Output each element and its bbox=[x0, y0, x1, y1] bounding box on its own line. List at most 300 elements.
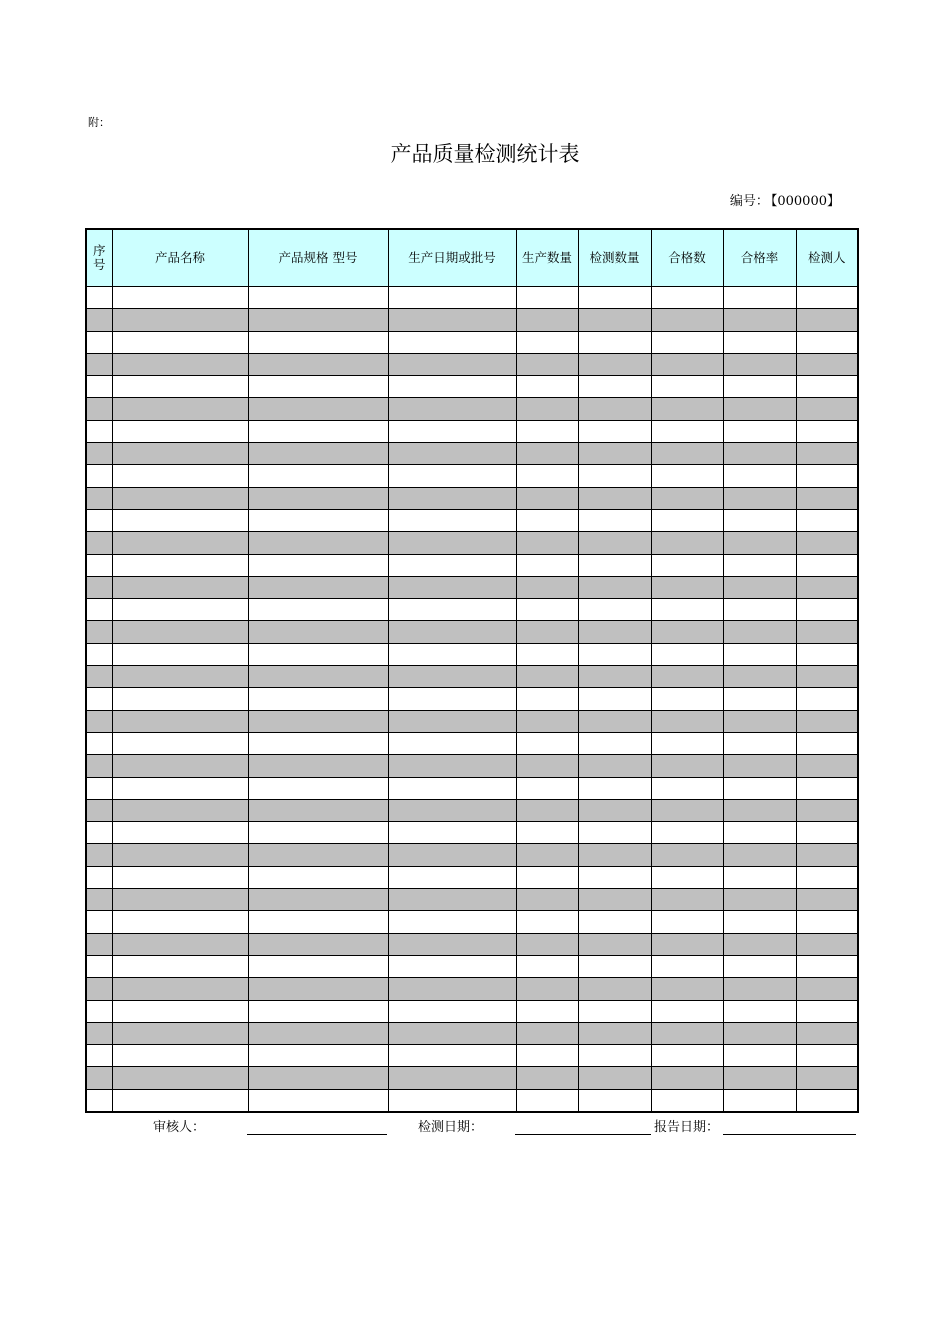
table-cell[interactable] bbox=[516, 911, 578, 933]
table-cell[interactable] bbox=[516, 1045, 578, 1067]
table-cell[interactable] bbox=[516, 889, 578, 911]
table-cell[interactable] bbox=[723, 666, 796, 688]
table-cell[interactable] bbox=[86, 487, 112, 509]
table-cell[interactable] bbox=[516, 420, 578, 442]
table-cell[interactable] bbox=[578, 331, 651, 353]
table-cell[interactable] bbox=[112, 576, 248, 598]
table-cell[interactable] bbox=[723, 911, 796, 933]
table-cell[interactable] bbox=[388, 576, 516, 598]
table-cell[interactable] bbox=[248, 1000, 388, 1022]
table-cell[interactable] bbox=[112, 420, 248, 442]
table-cell[interactable] bbox=[651, 420, 723, 442]
table-cell[interactable] bbox=[516, 1067, 578, 1089]
table-cell[interactable] bbox=[112, 688, 248, 710]
table-cell[interactable] bbox=[796, 576, 858, 598]
table-cell[interactable] bbox=[516, 554, 578, 576]
table-cell[interactable] bbox=[796, 688, 858, 710]
table-cell[interactable] bbox=[516, 866, 578, 888]
table-cell[interactable] bbox=[651, 777, 723, 799]
table-cell[interactable] bbox=[578, 420, 651, 442]
table-cell[interactable] bbox=[723, 844, 796, 866]
table-cell[interactable] bbox=[112, 643, 248, 665]
table-cell[interactable] bbox=[723, 978, 796, 1000]
table-cell[interactable] bbox=[796, 933, 858, 955]
table-cell[interactable] bbox=[796, 1000, 858, 1022]
table-cell[interactable] bbox=[388, 509, 516, 531]
table-cell[interactable] bbox=[516, 599, 578, 621]
table-cell[interactable] bbox=[112, 666, 248, 688]
table-cell[interactable] bbox=[723, 443, 796, 465]
table-cell[interactable] bbox=[578, 1000, 651, 1022]
table-cell[interactable] bbox=[723, 1022, 796, 1044]
table-cell[interactable] bbox=[248, 933, 388, 955]
table-cell[interactable] bbox=[248, 353, 388, 375]
table-cell[interactable] bbox=[651, 955, 723, 977]
table-cell[interactable] bbox=[578, 755, 651, 777]
table-cell[interactable] bbox=[796, 822, 858, 844]
table-cell[interactable] bbox=[388, 1000, 516, 1022]
table-cell[interactable] bbox=[112, 554, 248, 576]
table-cell[interactable] bbox=[516, 978, 578, 1000]
table-cell[interactable] bbox=[86, 1045, 112, 1067]
table-cell[interactable] bbox=[651, 732, 723, 754]
table-cell[interactable] bbox=[86, 353, 112, 375]
table-cell[interactable] bbox=[516, 287, 578, 309]
table-cell[interactable] bbox=[578, 576, 651, 598]
table-cell[interactable] bbox=[86, 599, 112, 621]
table-cell[interactable] bbox=[112, 532, 248, 554]
table-cell[interactable] bbox=[86, 554, 112, 576]
table-cell[interactable] bbox=[578, 1089, 651, 1112]
table-cell[interactable] bbox=[723, 1045, 796, 1067]
table-cell[interactable] bbox=[248, 955, 388, 977]
table-cell[interactable] bbox=[723, 866, 796, 888]
table-cell[interactable] bbox=[651, 866, 723, 888]
test-date-line[interactable] bbox=[515, 1134, 651, 1135]
table-cell[interactable] bbox=[248, 398, 388, 420]
table-cell[interactable] bbox=[248, 866, 388, 888]
table-cell[interactable] bbox=[86, 933, 112, 955]
table-cell[interactable] bbox=[516, 376, 578, 398]
table-cell[interactable] bbox=[86, 1067, 112, 1089]
table-cell[interactable] bbox=[248, 688, 388, 710]
table-cell[interactable] bbox=[723, 398, 796, 420]
table-cell[interactable] bbox=[516, 443, 578, 465]
table-cell[interactable] bbox=[651, 844, 723, 866]
table-cell[interactable] bbox=[651, 309, 723, 331]
table-cell[interactable] bbox=[578, 933, 651, 955]
table-cell[interactable] bbox=[86, 309, 112, 331]
table-cell[interactable] bbox=[388, 978, 516, 1000]
table-cell[interactable] bbox=[86, 621, 112, 643]
table-cell[interactable] bbox=[578, 487, 651, 509]
table-cell[interactable] bbox=[651, 978, 723, 1000]
table-cell[interactable] bbox=[796, 911, 858, 933]
table-cell[interactable] bbox=[112, 1089, 248, 1112]
table-cell[interactable] bbox=[388, 777, 516, 799]
table-cell[interactable] bbox=[112, 710, 248, 732]
table-cell[interactable] bbox=[651, 532, 723, 554]
table-cell[interactable] bbox=[796, 398, 858, 420]
table-cell[interactable] bbox=[796, 1045, 858, 1067]
table-cell[interactable] bbox=[86, 978, 112, 1000]
table-cell[interactable] bbox=[388, 1022, 516, 1044]
table-cell[interactable] bbox=[723, 755, 796, 777]
table-cell[interactable] bbox=[516, 353, 578, 375]
table-cell[interactable] bbox=[578, 688, 651, 710]
table-cell[interactable] bbox=[388, 554, 516, 576]
table-cell[interactable] bbox=[723, 376, 796, 398]
table-cell[interactable] bbox=[516, 1089, 578, 1112]
table-cell[interactable] bbox=[651, 576, 723, 598]
table-cell[interactable] bbox=[86, 911, 112, 933]
table-cell[interactable] bbox=[86, 755, 112, 777]
reviewer-line[interactable] bbox=[247, 1134, 387, 1135]
table-cell[interactable] bbox=[388, 911, 516, 933]
table-cell[interactable] bbox=[248, 532, 388, 554]
table-cell[interactable] bbox=[651, 599, 723, 621]
table-cell[interactable] bbox=[112, 822, 248, 844]
table-cell[interactable] bbox=[86, 1089, 112, 1112]
table-cell[interactable] bbox=[796, 755, 858, 777]
table-cell[interactable] bbox=[578, 1067, 651, 1089]
table-cell[interactable] bbox=[248, 465, 388, 487]
table-cell[interactable] bbox=[86, 1000, 112, 1022]
table-cell[interactable] bbox=[86, 666, 112, 688]
table-cell[interactable] bbox=[723, 1067, 796, 1089]
table-cell[interactable] bbox=[86, 1022, 112, 1044]
table-cell[interactable] bbox=[248, 576, 388, 598]
table-cell[interactable] bbox=[796, 710, 858, 732]
table-cell[interactable] bbox=[516, 732, 578, 754]
table-cell[interactable] bbox=[112, 933, 248, 955]
table-cell[interactable] bbox=[112, 287, 248, 309]
table-cell[interactable] bbox=[578, 844, 651, 866]
table-cell[interactable] bbox=[796, 889, 858, 911]
table-cell[interactable] bbox=[723, 889, 796, 911]
table-cell[interactable] bbox=[112, 889, 248, 911]
table-cell[interactable] bbox=[112, 978, 248, 1000]
table-cell[interactable] bbox=[86, 822, 112, 844]
table-cell[interactable] bbox=[86, 710, 112, 732]
table-cell[interactable] bbox=[651, 398, 723, 420]
table-cell[interactable] bbox=[388, 420, 516, 442]
table-cell[interactable] bbox=[112, 732, 248, 754]
table-cell[interactable] bbox=[578, 866, 651, 888]
table-cell[interactable] bbox=[248, 666, 388, 688]
table-cell[interactable] bbox=[248, 443, 388, 465]
table-cell[interactable] bbox=[86, 643, 112, 665]
table-cell[interactable] bbox=[112, 465, 248, 487]
table-cell[interactable] bbox=[516, 1022, 578, 1044]
table-cell[interactable] bbox=[516, 822, 578, 844]
table-cell[interactable] bbox=[578, 978, 651, 1000]
table-cell[interactable] bbox=[723, 487, 796, 509]
table-cell[interactable] bbox=[516, 621, 578, 643]
table-cell[interactable] bbox=[651, 376, 723, 398]
table-cell[interactable] bbox=[112, 331, 248, 353]
table-cell[interactable] bbox=[723, 822, 796, 844]
table-cell[interactable] bbox=[86, 420, 112, 442]
table-cell[interactable] bbox=[723, 331, 796, 353]
table-cell[interactable] bbox=[112, 599, 248, 621]
table-cell[interactable] bbox=[578, 822, 651, 844]
table-cell[interactable] bbox=[723, 287, 796, 309]
table-cell[interactable] bbox=[651, 509, 723, 531]
table-cell[interactable] bbox=[578, 732, 651, 754]
table-cell[interactable] bbox=[723, 420, 796, 442]
table-cell[interactable] bbox=[248, 599, 388, 621]
table-cell[interactable] bbox=[86, 688, 112, 710]
table-cell[interactable] bbox=[578, 777, 651, 799]
table-cell[interactable] bbox=[578, 911, 651, 933]
table-cell[interactable] bbox=[112, 1000, 248, 1022]
table-cell[interactable] bbox=[578, 287, 651, 309]
table-cell[interactable] bbox=[796, 287, 858, 309]
table-cell[interactable] bbox=[723, 688, 796, 710]
table-cell[interactable] bbox=[112, 911, 248, 933]
table-cell[interactable] bbox=[388, 487, 516, 509]
table-cell[interactable] bbox=[86, 799, 112, 821]
table-cell[interactable] bbox=[723, 599, 796, 621]
table-cell[interactable] bbox=[796, 844, 858, 866]
table-cell[interactable] bbox=[248, 420, 388, 442]
table-cell[interactable] bbox=[578, 889, 651, 911]
table-cell[interactable] bbox=[651, 1067, 723, 1089]
table-cell[interactable] bbox=[796, 465, 858, 487]
table-cell[interactable] bbox=[248, 911, 388, 933]
table-cell[interactable] bbox=[388, 688, 516, 710]
table-cell[interactable] bbox=[723, 353, 796, 375]
table-cell[interactable] bbox=[112, 487, 248, 509]
table-cell[interactable] bbox=[516, 666, 578, 688]
table-cell[interactable] bbox=[86, 844, 112, 866]
table-cell[interactable] bbox=[516, 532, 578, 554]
table-cell[interactable] bbox=[86, 465, 112, 487]
table-cell[interactable] bbox=[388, 643, 516, 665]
table-cell[interactable] bbox=[651, 933, 723, 955]
table-cell[interactable] bbox=[796, 420, 858, 442]
table-cell[interactable] bbox=[796, 866, 858, 888]
table-cell[interactable] bbox=[723, 576, 796, 598]
table-cell[interactable] bbox=[112, 353, 248, 375]
table-cell[interactable] bbox=[248, 777, 388, 799]
table-cell[interactable] bbox=[723, 643, 796, 665]
table-cell[interactable] bbox=[796, 666, 858, 688]
table-cell[interactable] bbox=[388, 955, 516, 977]
table-cell[interactable] bbox=[796, 955, 858, 977]
table-cell[interactable] bbox=[248, 621, 388, 643]
table-cell[interactable] bbox=[578, 532, 651, 554]
table-cell[interactable] bbox=[248, 1022, 388, 1044]
table-cell[interactable] bbox=[651, 1089, 723, 1112]
table-cell[interactable] bbox=[578, 353, 651, 375]
table-cell[interactable] bbox=[723, 933, 796, 955]
table-cell[interactable] bbox=[578, 621, 651, 643]
table-cell[interactable] bbox=[578, 643, 651, 665]
table-cell[interactable] bbox=[86, 732, 112, 754]
table-cell[interactable] bbox=[516, 643, 578, 665]
table-cell[interactable] bbox=[388, 666, 516, 688]
table-cell[interactable] bbox=[723, 732, 796, 754]
table-cell[interactable] bbox=[388, 755, 516, 777]
table-cell[interactable] bbox=[112, 376, 248, 398]
table-cell[interactable] bbox=[796, 599, 858, 621]
table-cell[interactable] bbox=[723, 1089, 796, 1112]
table-cell[interactable] bbox=[516, 309, 578, 331]
table-cell[interactable] bbox=[112, 398, 248, 420]
table-cell[interactable] bbox=[723, 509, 796, 531]
table-cell[interactable] bbox=[723, 799, 796, 821]
table-cell[interactable] bbox=[796, 799, 858, 821]
table-cell[interactable] bbox=[86, 287, 112, 309]
table-cell[interactable] bbox=[516, 710, 578, 732]
table-cell[interactable] bbox=[796, 1022, 858, 1044]
table-cell[interactable] bbox=[112, 1022, 248, 1044]
table-cell[interactable] bbox=[86, 532, 112, 554]
table-cell[interactable] bbox=[516, 955, 578, 977]
table-cell[interactable] bbox=[651, 799, 723, 821]
table-cell[interactable] bbox=[388, 889, 516, 911]
table-cell[interactable] bbox=[248, 1045, 388, 1067]
table-cell[interactable] bbox=[516, 755, 578, 777]
table-cell[interactable] bbox=[723, 777, 796, 799]
table-cell[interactable] bbox=[112, 777, 248, 799]
table-cell[interactable] bbox=[651, 443, 723, 465]
table-cell[interactable] bbox=[796, 777, 858, 799]
table-cell[interactable] bbox=[651, 889, 723, 911]
table-cell[interactable] bbox=[578, 554, 651, 576]
table-cell[interactable] bbox=[248, 822, 388, 844]
table-cell[interactable] bbox=[248, 1089, 388, 1112]
table-cell[interactable] bbox=[86, 331, 112, 353]
table-cell[interactable] bbox=[578, 1045, 651, 1067]
table-cell[interactable] bbox=[651, 710, 723, 732]
table-cell[interactable] bbox=[651, 287, 723, 309]
table-cell[interactable] bbox=[86, 866, 112, 888]
table-cell[interactable] bbox=[723, 554, 796, 576]
table-cell[interactable] bbox=[578, 465, 651, 487]
table-cell[interactable] bbox=[388, 732, 516, 754]
table-cell[interactable] bbox=[516, 398, 578, 420]
table-cell[interactable] bbox=[796, 353, 858, 375]
table-cell[interactable] bbox=[248, 755, 388, 777]
table-cell[interactable] bbox=[112, 621, 248, 643]
table-cell[interactable] bbox=[796, 554, 858, 576]
table-cell[interactable] bbox=[796, 331, 858, 353]
table-cell[interactable] bbox=[578, 955, 651, 977]
table-cell[interactable] bbox=[723, 621, 796, 643]
table-cell[interactable] bbox=[651, 911, 723, 933]
report-date-line[interactable] bbox=[723, 1134, 856, 1135]
table-cell[interactable] bbox=[578, 509, 651, 531]
table-cell[interactable] bbox=[578, 1022, 651, 1044]
table-cell[interactable] bbox=[578, 599, 651, 621]
table-cell[interactable] bbox=[796, 376, 858, 398]
table-cell[interactable] bbox=[516, 933, 578, 955]
table-cell[interactable] bbox=[86, 509, 112, 531]
table-cell[interactable] bbox=[796, 621, 858, 643]
table-cell[interactable] bbox=[388, 822, 516, 844]
table-cell[interactable] bbox=[248, 331, 388, 353]
table-cell[interactable] bbox=[86, 398, 112, 420]
table-cell[interactable] bbox=[723, 710, 796, 732]
table-cell[interactable] bbox=[796, 1067, 858, 1089]
table-cell[interactable] bbox=[388, 1045, 516, 1067]
table-cell[interactable] bbox=[516, 509, 578, 531]
table-cell[interactable] bbox=[388, 799, 516, 821]
table-cell[interactable] bbox=[578, 666, 651, 688]
table-cell[interactable] bbox=[578, 309, 651, 331]
table-cell[interactable] bbox=[248, 287, 388, 309]
table-cell[interactable] bbox=[388, 353, 516, 375]
table-cell[interactable] bbox=[388, 710, 516, 732]
table-cell[interactable] bbox=[388, 844, 516, 866]
table-cell[interactable] bbox=[248, 376, 388, 398]
table-cell[interactable] bbox=[578, 376, 651, 398]
table-cell[interactable] bbox=[796, 509, 858, 531]
table-cell[interactable] bbox=[388, 465, 516, 487]
table-cell[interactable] bbox=[651, 554, 723, 576]
table-cell[interactable] bbox=[248, 1067, 388, 1089]
table-cell[interactable] bbox=[516, 844, 578, 866]
table-cell[interactable] bbox=[388, 443, 516, 465]
table-cell[interactable] bbox=[248, 889, 388, 911]
table-cell[interactable] bbox=[388, 1067, 516, 1089]
table-cell[interactable] bbox=[651, 331, 723, 353]
table-cell[interactable] bbox=[516, 1000, 578, 1022]
table-cell[interactable] bbox=[723, 532, 796, 554]
table-cell[interactable] bbox=[651, 487, 723, 509]
table-cell[interactable] bbox=[651, 353, 723, 375]
table-cell[interactable] bbox=[651, 1000, 723, 1022]
table-cell[interactable] bbox=[248, 732, 388, 754]
table-cell[interactable] bbox=[651, 755, 723, 777]
table-cell[interactable] bbox=[388, 398, 516, 420]
table-cell[interactable] bbox=[516, 576, 578, 598]
table-cell[interactable] bbox=[651, 688, 723, 710]
table-cell[interactable] bbox=[723, 1000, 796, 1022]
table-cell[interactable] bbox=[796, 1089, 858, 1112]
table-cell[interactable] bbox=[86, 576, 112, 598]
table-cell[interactable] bbox=[248, 799, 388, 821]
table-cell[interactable] bbox=[112, 866, 248, 888]
table-cell[interactable] bbox=[388, 599, 516, 621]
table-cell[interactable] bbox=[516, 688, 578, 710]
table-cell[interactable] bbox=[578, 710, 651, 732]
table-cell[interactable] bbox=[796, 443, 858, 465]
table-cell[interactable] bbox=[651, 465, 723, 487]
table-cell[interactable] bbox=[248, 487, 388, 509]
table-cell[interactable] bbox=[112, 309, 248, 331]
table-cell[interactable] bbox=[516, 799, 578, 821]
table-cell[interactable] bbox=[578, 398, 651, 420]
table-cell[interactable] bbox=[651, 822, 723, 844]
table-cell[interactable] bbox=[796, 978, 858, 1000]
table-cell[interactable] bbox=[86, 889, 112, 911]
table-cell[interactable] bbox=[112, 443, 248, 465]
table-cell[interactable] bbox=[388, 621, 516, 643]
table-cell[interactable] bbox=[723, 309, 796, 331]
table-cell[interactable] bbox=[86, 376, 112, 398]
table-cell[interactable] bbox=[248, 509, 388, 531]
table-cell[interactable] bbox=[112, 755, 248, 777]
table-cell[interactable] bbox=[578, 799, 651, 821]
table-cell[interactable] bbox=[112, 1045, 248, 1067]
table-cell[interactable] bbox=[651, 643, 723, 665]
table-cell[interactable] bbox=[651, 1022, 723, 1044]
table-cell[interactable] bbox=[578, 443, 651, 465]
